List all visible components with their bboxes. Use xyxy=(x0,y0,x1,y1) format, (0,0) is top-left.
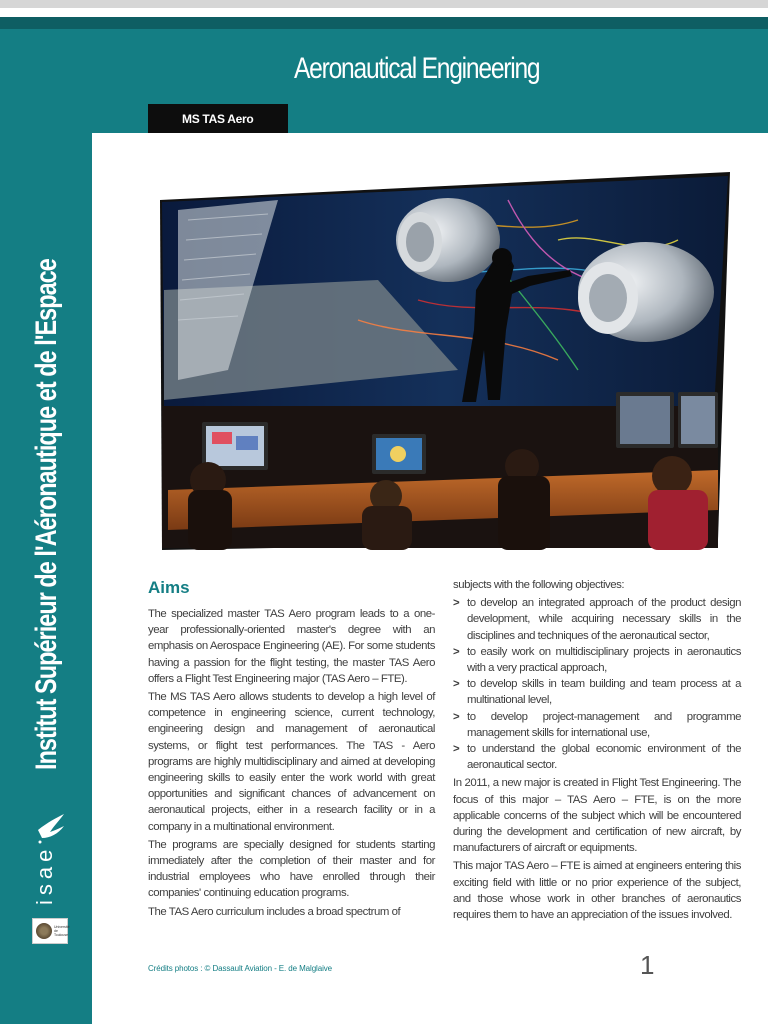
objective-text: to develop skills in team building and team process at a multinational level, xyxy=(467,678,741,707)
fte-paragraph: In 2011, a new major is created in Flight Test Engineering. The focus of this major – TAS Aero – FTE, is on the more applicable concerns of the subject which will be encountered during the development and certification of new aircraft, by manufacturers of aircraft or equipments. xyxy=(453,777,741,855)
list-item xyxy=(453,709,741,741)
objectives-intro: subjects with the following objectives: xyxy=(453,579,625,591)
objective-text: to understand the global economic environment of the aeronautical sector. xyxy=(467,743,741,772)
page-number: 1 xyxy=(640,950,655,980)
bullet-arrow-icon: > xyxy=(453,645,460,658)
objective-text: to easily work on multidisciplinary projects in aeronautics with a very practical approach, xyxy=(467,645,741,675)
isae-logo-text: isae xyxy=(32,844,57,905)
control-room-photo xyxy=(158,170,732,554)
bullet-arrow-icon: > xyxy=(453,597,460,610)
bullet-arrow-icon: > xyxy=(453,678,460,691)
top-rule xyxy=(0,8,768,17)
aims-paragraph: The TAS Aero curriculum includes a broad spectrum of xyxy=(148,905,401,918)
university-logo-text: Université de Toulouse xyxy=(54,925,70,937)
institute-name: Institut Supérieur de l'Aéronautique et de l'Espace xyxy=(30,259,63,770)
aims-paragraph: The MS TAS Aero allows students to develop a high level of competence in engineering science, current technology, engineering design and management of aeronautical systems, or flight test performances. The TAS - Aero programs are highly multidisciplinary and aimed at developing engineering skills to easily enter the work world with great opportunities and significant chances of advancement on aeronautical projects, either in a research facility or in a company in a multinational environment. xyxy=(148,691,435,833)
list-item xyxy=(453,741,741,773)
objective-text: to develop an integrated approach of the product design development, while acquiring necessary skills in the disciplines and techniques of the aeronautical sector, xyxy=(467,597,741,642)
banner-top-edge xyxy=(0,17,768,29)
top-strip xyxy=(0,0,768,8)
objective-text: to develop project-management and programme management skills for international use, xyxy=(467,710,741,739)
photo-credits: Crédits photos : © Dassault Aviation - E. de Malglaive xyxy=(148,964,332,973)
list-item xyxy=(453,595,741,644)
institute-vertical-title xyxy=(30,170,66,770)
left-column xyxy=(148,606,435,922)
list-item xyxy=(453,676,741,708)
aims-paragraph: The specialized master TAS Aero program leads to a one-year professionally-oriented master's degree with an emphasis on Aerospace Engineering (AE). For some students having a passion for the flight testing, the master TAS Aero offers a Flight Test Engineering major (TAS Aero – FTE). xyxy=(148,608,435,685)
bullet-arrow-icon: > xyxy=(453,743,460,756)
fte-paragraph: This major TAS Aero – FTE is aimed at engineers entering this exciting field with little or no prior experience of the subject, and those whose work in other branches of aeronautics requires them to have an appreciation of the issues involved. xyxy=(453,860,741,922)
program-tag: MS TAS Aero xyxy=(148,104,288,134)
bullet-arrow-icon: > xyxy=(453,710,460,723)
right-column xyxy=(453,577,741,925)
university-logo xyxy=(32,918,68,944)
page-title: Aeronautical Engineering xyxy=(294,52,540,85)
aims-paragraph: The programs are specially designed for students starting immediately after the completion of their master and for industrial employees who have enrolled through their companies' continuing education programs. xyxy=(148,838,435,900)
university-seal-icon xyxy=(36,923,52,939)
list-item xyxy=(453,644,741,676)
aims-heading: Aims xyxy=(148,578,190,597)
objectives-list xyxy=(453,595,741,773)
